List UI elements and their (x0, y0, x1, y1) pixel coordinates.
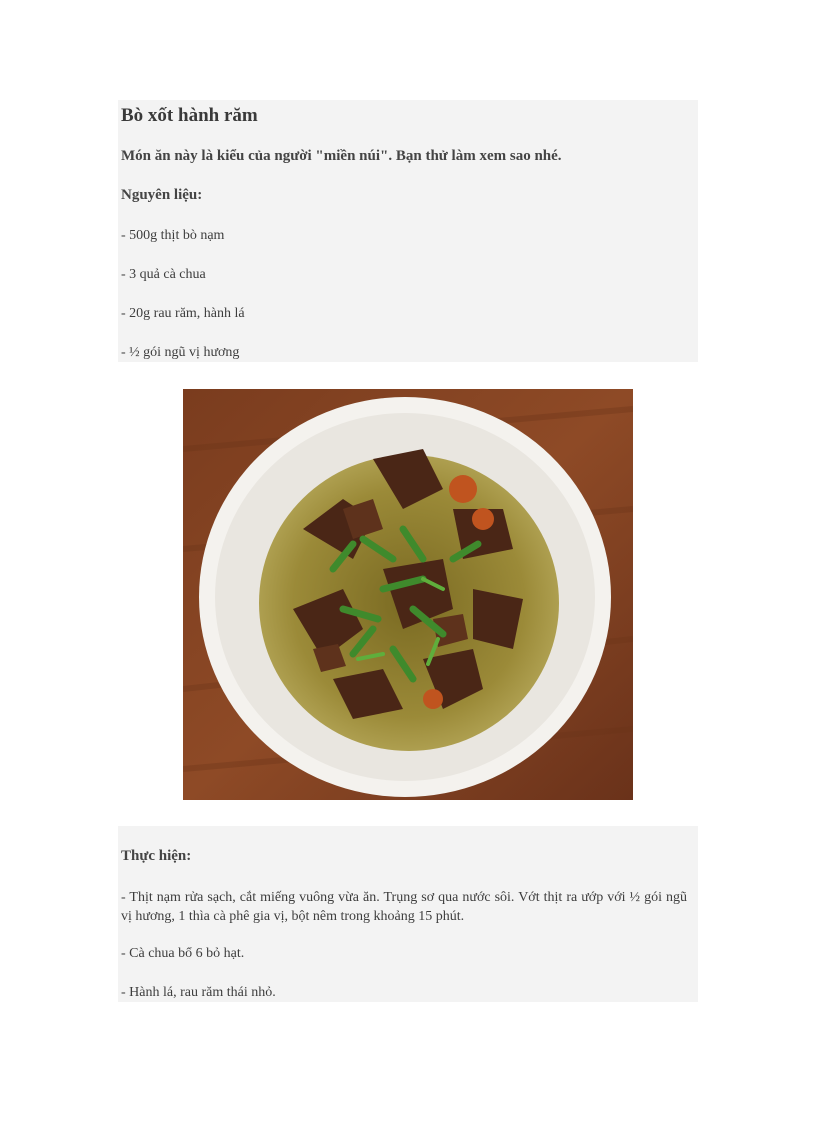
dish-photo (183, 389, 633, 800)
recipe-title: Bò xốt hành răm (121, 105, 258, 126)
step-item: - Hành lá, rau răm thái nhỏ. (121, 985, 276, 1000)
ingredient-item: - ½ gói ngũ vị hương (121, 345, 240, 360)
step-item: - Thịt nạm rửa sạch, cắt miếng vuông vừa ăn. Trụng sơ qua nước sôi. Vớt thịt ra ướp với ½ gói ngũ vị hương, 1 thìa cà phê gia vị, bột nêm trong khoảng 15 phút. (121, 890, 687, 924)
ingredient-item: - 500g thịt bò nạm (121, 228, 225, 243)
dish-illustration (183, 389, 633, 800)
ingredient-item: - 20g rau răm, hành lá (121, 306, 245, 321)
ingredient-item: - 3 quả cà chua (121, 267, 206, 282)
recipe-steps-block (118, 826, 698, 1002)
recipe-header-block (118, 100, 698, 362)
steps-heading: Thực hiện: (121, 848, 192, 864)
recipe-intro: Món ăn này là kiểu của người "miền núi". Bạn thử làm xem sao nhé. (121, 148, 562, 164)
step-item: - Cà chua bổ 6 bỏ hạt. (121, 946, 245, 961)
ingredients-heading: Nguyên liệu: (121, 187, 203, 203)
